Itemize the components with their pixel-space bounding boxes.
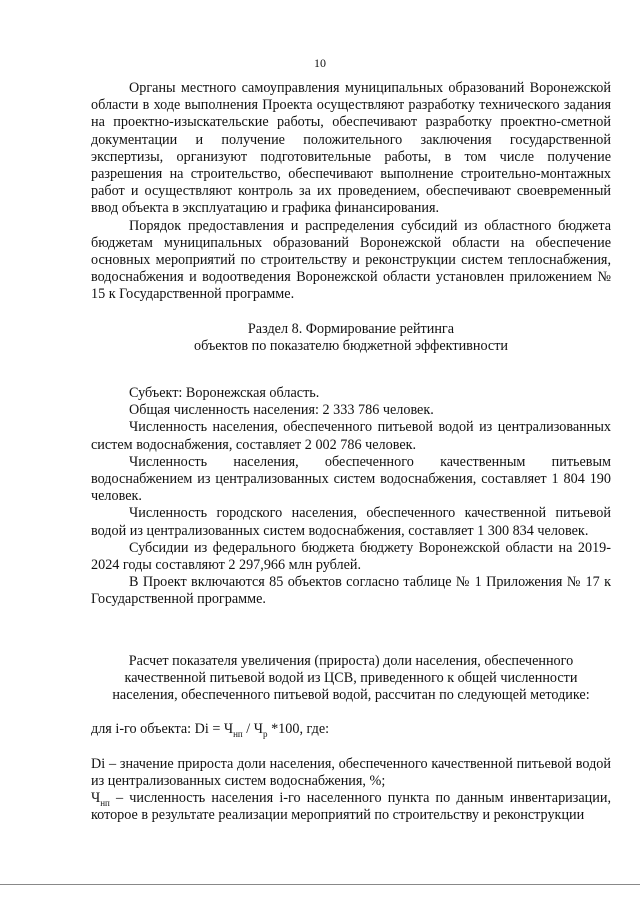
paragraph-local-authorities: Органы местного самоуправления муниципальных образований Воронежской области в ходе выполнения Проекта осуществляют разработку технического задания на проектно-изыскательские работы, обеспечивают разработку проектно-сметной документации и получение положительного заключения государственной экспертизы, организуют подготовительные работы, в том числе получение разрешения на строительство, обеспечивают выполнение строительно-монтажных работ и осуществляют контроль за их проведением, обеспечивают своевременный ввод объекта в эксплуатацию и графика финансирования. [91, 80, 611, 217]
formula-sub-np: нп [233, 729, 243, 740]
paragraph-subsidy-procedure: Порядок предоставления и распределения субсидий из областного бюджета бюджетам муниципальных образований Воронежской области на обеспечение основных мероприятий по строительству и реконструкции систем теплоснабжения, водоснабжения и водоотведения Воронежской области установлен приложением № 15 к Государственной программе. [91, 217, 611, 303]
section-heading-line1: Раздел 8. Формирование рейтинга [247, 320, 455, 337]
document-body [91, 80, 611, 824]
definition-di: Di – значение прироста доли населения, обеспеченного качественной питьевой водой из централизованных систем водоснабжения, %; [91, 755, 611, 789]
chnp-text: – численность населения i-го населенного пункта по данным инвентаризации, которое в результате реализации мероприятий по строительству и реконструкции [91, 789, 611, 824]
fact-subject: Субъект: Воронежская область. [129, 385, 320, 402]
chnp-subscript: нп [100, 797, 110, 808]
definition-chnp [91, 790, 611, 824]
fact-urban-quality-water-population: Численность городского населения, обеспеченного качественной питьевой водой из централизованных систем водоснабжения, составляет 1 300 834 человек. [91, 505, 611, 539]
formula-prefix: для i-го объекта: Di = Ч [91, 721, 234, 738]
fact-total-population: Общая численность населения: 2 333 786 человек. [129, 402, 434, 419]
calc-heading-line2: качественной питьевой водой из ЦСВ, приведенного к общей численности [124, 669, 578, 686]
formula [91, 721, 611, 738]
fact-federal-subsidies: Субсидии из федерального бюджета бюджету Воронежской области на 2019-2024 годы составляют 2 297,966 млн рублей. [91, 539, 611, 574]
fact-project-objects: В Проект включаются 85 объектов согласно таблице № 1 Приложения № 17 к Государственной программе. [91, 574, 611, 608]
page-bottom-rule [0, 884, 640, 885]
fact-drinking-water-population: Численность населения, обеспеченного питьевой водой из централизованных систем водоснабжения, составляет 2 002 786 человек. [91, 419, 611, 453]
formula-mid: / Ч [242, 721, 264, 738]
formula-suffix: *100, где: [267, 721, 330, 738]
calc-heading-line1: Расчет показателя увеличения (прироста) доли населения, обеспеченного [128, 652, 574, 669]
formula-sub-r: р [263, 729, 268, 740]
fact-quality-water-population: Численность населения, обеспеченного качественным питьевым водоснабжением из централизованных систем водоснабжения, составляет 1 804 190 человек. [91, 453, 611, 505]
page-number: 10 [314, 56, 326, 70]
section-heading-line2: объектов по показателю бюджетной эффективности [194, 337, 508, 354]
chnp-symbol: Ч [91, 789, 101, 806]
calc-heading-line3: населения, обеспеченного питьевой водой, рассчитан по следующей методике: [112, 687, 590, 704]
